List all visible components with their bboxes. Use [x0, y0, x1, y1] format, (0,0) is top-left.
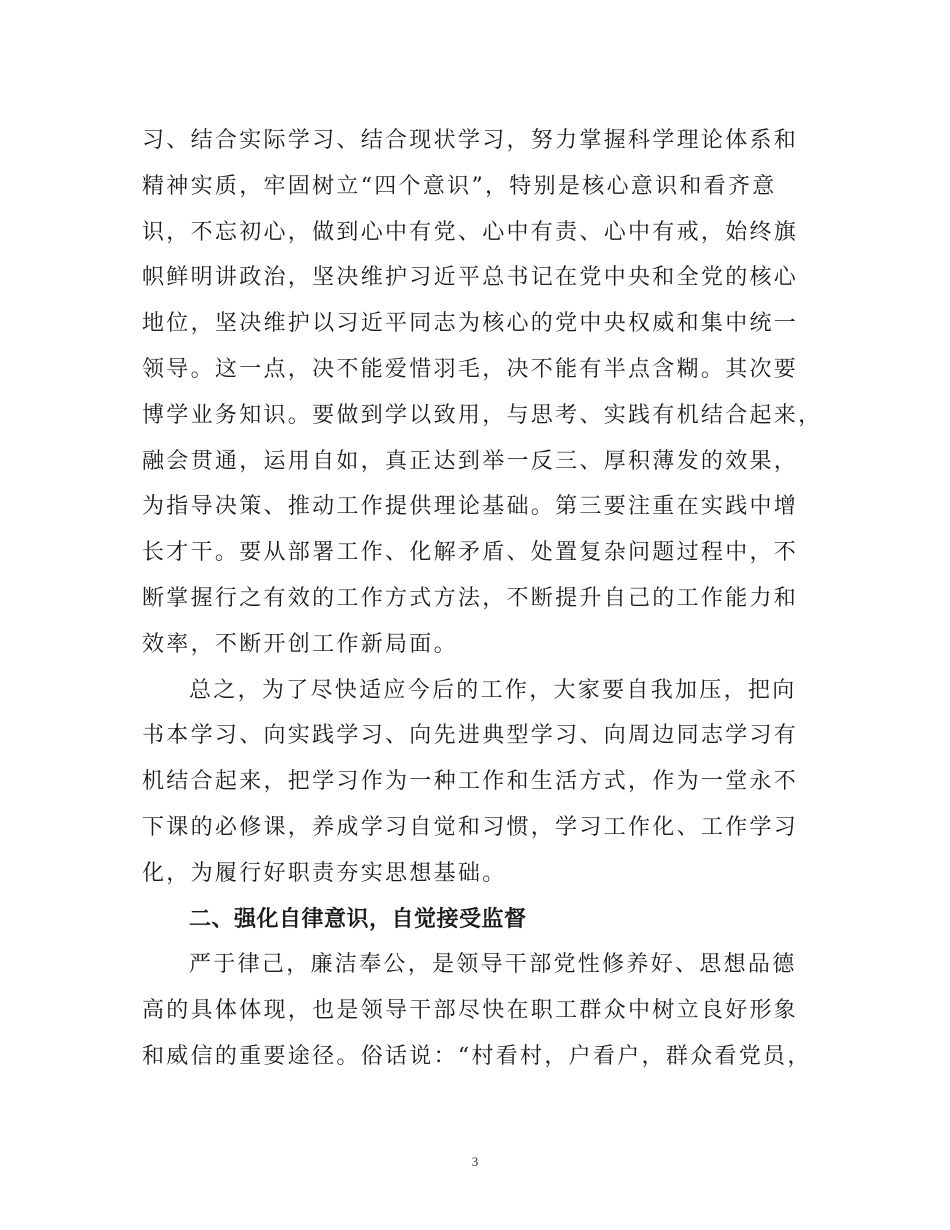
text-line: 帜鲜明讲政治，坚决维护习近平总书记在党中央和全党的核心 [142, 265, 799, 291]
page-number: 3 [471, 1154, 479, 1169]
text-line: 识，不忘初心，做到心中有党、心中有责、心中有戒，始终旗 [142, 219, 799, 245]
text-line: 高的具体体现，也是领导干部尽快在职工群众中树立良好形象 [142, 998, 799, 1024]
text-line-indented: 严于律己，廉洁奉公，是领导干部党性修养好、思想品德 [189, 952, 797, 978]
text-line: 书本学习、向实践学习、向先进典型学习、向周边同志学习有 [142, 723, 799, 749]
text-line: 习、结合实际学习、结合现状学习，努力掌握科学理论体系和 [142, 128, 799, 153]
text-line-indented: 总之，为了尽快适应今后的工作，大家要自我加压，把向 [189, 677, 797, 703]
document-body [142, 118, 823, 1080]
text-line: 化，为履行好职责夯实思想基础。 [142, 860, 507, 886]
text-line: 断掌握行之有效的工作方式方法，不断提升自己的工作能力和 [142, 585, 799, 611]
text-line: 长才干。要从部署工作、化解矛盾、处置复杂问题过程中，不 [142, 540, 799, 566]
section-heading: 二、强化自律意识，自觉接受监督 [189, 906, 527, 932]
text-line: 效率，不断开创工作新局面。 [142, 631, 458, 657]
text-line: 为指导决策、推动工作提供理论基础。第三要注重在实践中增 [142, 494, 799, 520]
text-line: 领导。这一点，决不能爱惜羽毛，决不能有半点含糊。其次要 [142, 356, 799, 382]
text-line: 机结合起来，把学习作为一种工作和生活方式，作为一堂永不 [142, 769, 799, 795]
text-line: 精神实质，牢固树立“四个意识”，特别是核心意识和看齐意 [142, 173, 777, 199]
text-line: 融会贯通，运用自如，真正达到举一反三、厚积薄发的效果， [142, 448, 799, 474]
text-line: 和威信的重要途径。俗话说：“村看村，户看户，群众看党员， [142, 1043, 812, 1069]
text-line: 地位，坚决维护以习近平同志为核心的党中央权威和集中统一 [142, 311, 799, 337]
text-line: 博学业务知识。要做到学以致用，与思考、实践有机结合起来， [142, 402, 823, 428]
text-line: 下课的必修课，养成学习自觉和习惯，学习工作化、工作学习 [142, 814, 799, 840]
paragraph-study-continued [142, 118, 823, 668]
paragraph-summary [142, 668, 812, 897]
paragraph-self-discipline [142, 942, 812, 1079]
